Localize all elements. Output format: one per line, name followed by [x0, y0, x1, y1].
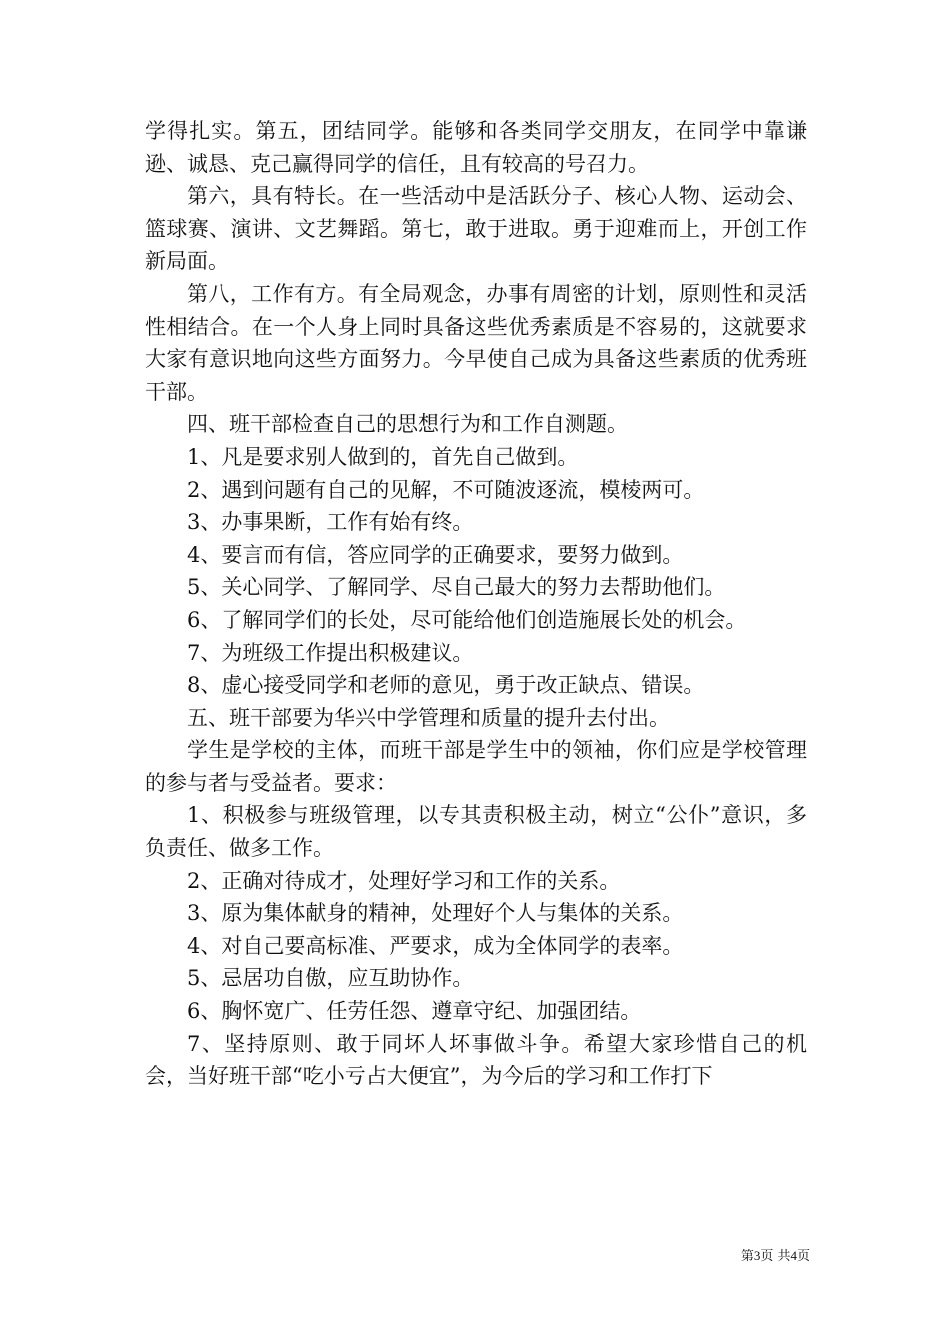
list-item: 3、办事果断，工作有始有终。	[187, 510, 474, 535]
paragraph: 学得扎实。第五，团结同学。能够和各类同学交朋友，在同学中靠谦逊、诚恳、克己赢得同学的信任，且有较高的号召力。	[145, 119, 807, 176]
section-heading: 五、班干部要为华兴中学管理和质量的提升去付出。	[187, 705, 670, 730]
list-item: 2、遇到问题有自己的见解，不可随波逐流，模棱两可。	[187, 477, 705, 502]
list-item: 6、胸怀宽广、任劳任怨、遵章守纪、加强团结。	[187, 999, 642, 1024]
list-item: 1、凡是要求别人做到的，首先自己做到。	[187, 444, 579, 469]
paragraph: 第八，工作有方。有全局观念，办事有周密的计划，原则性和灵活性相结合。在一个人身上同时具备这些优秀素质是不容易的，这就要求大家有意识地向这些方面努力。今早使自己成为具备这些素质的优秀班干部。	[145, 281, 807, 404]
list-item: 7、为班级工作提出积极建议。	[187, 640, 474, 665]
page-number-footer	[720, 1248, 810, 1265]
list-item: 6、了解同学们的长处，尽可能给他们创造施展长处的机会。	[187, 607, 747, 632]
list-item: 5、关心同学、了解同学、尽自己最大的努力去帮助他们。	[187, 575, 726, 600]
list-item: 8、虚心接受同学和老师的意见，勇于改正缺点、错误。	[187, 673, 705, 698]
paragraph: 学生是学校的主体，而班干部是学生中的领袖，你们应是学校管理的参与者与受益者。要求：	[145, 738, 807, 795]
list-item: 1、积极参与班级管理，以专其责积极主动，树立“公仆”意识，多负责任、做多工作。	[145, 803, 807, 861]
footer-suffix: 页	[796, 1249, 810, 1264]
list-item: 4、要言而有信，答应同学的正确要求，要努力做到。	[187, 542, 684, 567]
list-item: 4、对自己要高标准、严要求，成为全体同学的表率。	[187, 933, 684, 958]
list-item: 5、忌居功自傲，应互助协作。	[187, 966, 474, 991]
current-page-number: 3	[753, 1248, 761, 1263]
list-item: 3、原为集体献身的精神，处理好个人与集体的关系。	[187, 901, 684, 926]
total-pages-number: 4	[790, 1248, 797, 1263]
list-item: 7、坚持原则、敢于同坏人坏事做斗争。希望大家珍惜自己的机会，当好班干部“吃小亏占大便宜”，为今后的学习和工作打下	[145, 1031, 807, 1089]
document-body	[145, 115, 807, 1093]
footer-prefix: 第	[740, 1249, 754, 1264]
section-heading: 四、班干部检查自己的思想行为和工作自测题。	[187, 412, 628, 437]
footer-middle: 页 共	[760, 1249, 791, 1264]
list-item: 2、正确对待成才，处理好学习和工作的关系。	[187, 868, 621, 893]
paragraph: 第六，具有特长。在一些活动中是活跃分子、核心人物、运动会、篮球赛、演讲、文艺舞蹈。第七，敢于进取。勇于迎难而上，开创工作新局面。	[145, 184, 807, 274]
